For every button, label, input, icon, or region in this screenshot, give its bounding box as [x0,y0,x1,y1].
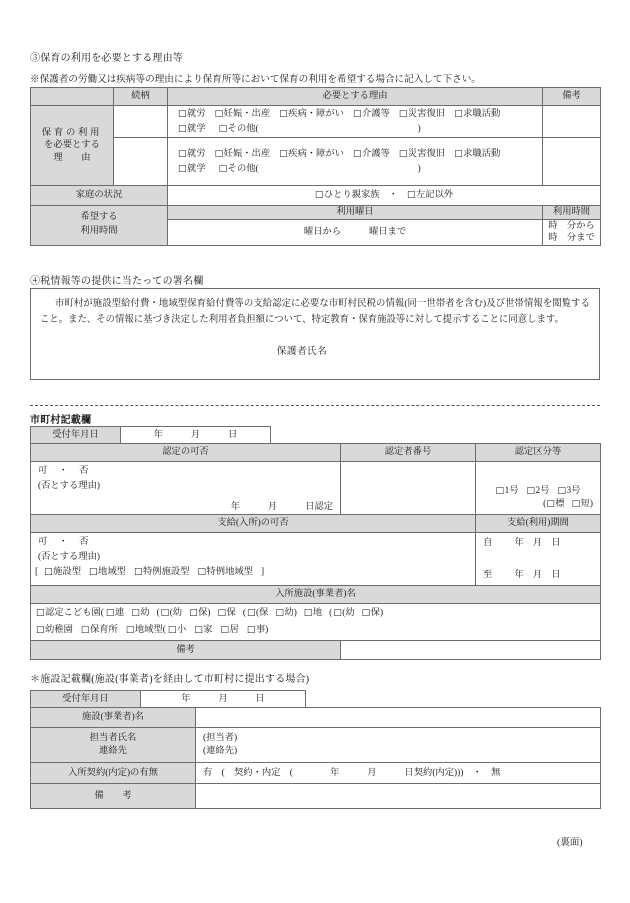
reason-row-person2 [31,138,601,186]
checkbox-ho-sub[interactable]: □ 保) [189,608,210,618]
facility-section-heading: ＊施設記載欄(施設(事業者)を経由して市町村に提出する場合) [30,674,310,685]
checkbox-special-regional-type[interactable]: □ 特例地域型 [197,567,253,577]
remarks-input-person2[interactable] [543,138,601,186]
checkbox-disaster-person1[interactable]: □ 災害復旧 [399,109,445,119]
reason-other-close-person1: ) [417,124,421,135]
checkbox-you-sub2[interactable]: □ 幼) [275,608,296,618]
payment-header: 支給(入所)の可否 [31,515,476,533]
family-status-options [168,186,601,206]
municipal-remarks-input[interactable] [341,641,601,660]
facility-receipt-value[interactable]: 年 月 日 [141,691,306,709]
municipal-receipt-row [31,427,271,445]
period-from-row [476,533,600,550]
checkbox-nursery[interactable]: □ 保育所 [81,625,118,635]
checkbox-home[interactable]: □ 家 [194,625,212,635]
facility-contact-value[interactable] [196,728,601,763]
checkbox-ho-sub3[interactable]: □ 保) [362,608,383,618]
desired-hours-header-row [31,206,601,220]
municipal-table [30,443,601,660]
facility-contact-label-line1: 担当者氏名 [89,733,137,744]
checkbox-other-person2[interactable]: □ その他( [219,164,259,174]
checkbox-other-family[interactable]: □ 左記以外 [407,190,453,200]
facility-row-contact [31,728,601,763]
category-options [476,485,600,499]
family-status-separator: ・ [388,190,398,201]
facility-contact-label-line2: 連絡先 [99,746,127,756]
reason-options-line2-person2 [168,162,542,178]
checkbox-short[interactable]: □ 短 [572,499,590,509]
facility-contact-label [31,728,196,763]
municipal-receipt-label: 受付年月日 [31,427,121,445]
desired-hours-label-line1: 希望する [80,212,118,223]
checkbox-special-facility-type[interactable]: □ 特例施設型 [134,567,190,577]
checkbox-ho[interactable]: □ 保 [218,608,236,618]
facility-name-label: 施設(事業者)名 [31,708,196,728]
certifier-no-header: 認定者番号 [341,444,476,462]
facility-name-header-row [31,586,601,604]
checkbox-you[interactable]: □ 幼 [131,608,149,618]
period-cell [476,533,601,586]
facility-receipt-label: 受付年月日 [31,691,141,709]
checkbox-ho-sub2[interactable]: □ (保 [247,608,268,618]
period-header: 支給(利用)期間 [476,515,601,533]
facility-contact-info: (連絡先) [203,746,238,756]
facility-table [30,707,601,809]
category-header: 認定区分等 [476,444,601,462]
checkbox-pregnancy-person2[interactable]: □ 妊娠・出産 [215,149,271,159]
checkbox-school-person1[interactable]: □ 就学 [178,124,206,134]
facility-row-remarks [31,784,601,809]
checkbox-you-sub3[interactable]: □ (幼 [333,608,354,618]
approval-date[interactable]: 年 月 日認定 [230,502,333,513]
desired-day-value[interactable]: 曜日から 曜日まで [168,219,543,245]
period-to-date[interactable]: 年 月 日 [514,569,561,580]
facility-options-line2 [31,622,600,639]
category-sub-close: ) [589,499,593,510]
family-status-label: 家庭の状況 [31,186,168,206]
municipal-receipt-value[interactable]: 年 月 日 [121,427,271,445]
checkbox-ren[interactable]: □ 連 [106,608,124,618]
section3-note: ※保護者の労働又は疾病等の理由により保育所等において保育の利用を希望する場合に記入して下さい。 [30,74,481,85]
period-from-date[interactable]: 年 月 日 [514,538,561,548]
checkbox-work-person2[interactable]: □ 就労 [178,149,206,159]
reason-options-line1-person2 [168,146,542,162]
page-footer: (裏面) [557,837,583,848]
checkbox-disaster-person2[interactable]: □ 災害復旧 [399,149,445,159]
checkbox-nursing-person2[interactable]: □ 介護等 [353,149,390,159]
facility-name-input[interactable] [196,708,601,728]
reason-header-blank [31,88,114,106]
period-to-row [476,550,600,582]
facility-contact-person: (担当者) [203,733,238,744]
checkbox-single-parent[interactable]: □ ひとり親家族 [315,190,380,200]
reason-row-label-line2: を必要とする [44,140,100,151]
section4-heading: ④税情報等の提供に当たっての署名欄 [30,276,204,287]
checkbox-work-person1[interactable]: □ 就労 [178,109,206,119]
checkbox-chi[interactable]: □ 地 [304,608,322,618]
category-cell [476,462,601,515]
desired-day-header: 利用曜日 [168,206,543,220]
reason-options-line2-person1 [168,122,542,138]
reason-table [30,87,623,246]
checkbox-business[interactable]: □ 事) [247,625,268,635]
approval-yes-no[interactable]: 可 ・ 否 [38,466,90,476]
family-status-row [31,186,601,206]
facility-remarks-label: 備 考 [31,784,196,809]
checkbox-jobhunt-person2[interactable]: □ 求職活動 [454,149,500,159]
desired-hours-label [31,206,168,246]
remarks-input-person1[interactable] [543,106,601,138]
payment-header-row [31,515,601,533]
section-divider [30,405,600,406]
facility-receipt-row [31,691,306,709]
payment-body-row [31,533,601,586]
approval-cell [31,462,341,515]
checkbox-you-sub[interactable]: □ (幼 [161,608,182,618]
section3-heading: ③保育の利用を必要とする理由等 [30,53,183,64]
reason-options-line1-person1 [168,106,542,122]
checkbox-facility-type[interactable]: □ 施設型 [44,567,81,577]
payment-yes-no[interactable]: 可 ・ 否 [38,537,90,547]
checkbox-regional[interactable]: □ 地域型( [126,625,166,635]
checkbox-residence[interactable]: □ 居 [221,625,239,635]
consent-text: 市町村が施設型給付費・地域型保育給付費等の支給認定に必要な市町村民税の情報(同一世帯者を含む)及び世帯情報を閲覧すること。また、その情報に基づき決定した利用者負担額について、特定教育・保育施設等に対して提示することに同意します。 [40,299,590,326]
approval-reason-label[interactable]: (否とする理由) [38,480,100,491]
period-to-label: 至 [483,569,493,580]
relation-input-person2[interactable] [114,138,168,186]
checkbox-illness-person2[interactable]: □ 疾病・障がい [279,149,344,159]
checkbox-kindergarten[interactable]: □ 幼稚園 [36,625,73,635]
payment-types-suffix: ] [260,567,265,578]
reason-header-relation: 続柄 [114,88,168,106]
checkbox-category-2[interactable]: □ 2号 [527,486,550,496]
desired-time-value[interactable]: 時 分から 時 分まで [543,219,601,245]
checkbox-nintei-kodomoen[interactable]: □ 認定こども園( [36,608,104,618]
facility-options-line1: □ 認定こども園( □ 連 □ 幼 ( □ (幼 □ 保) □ 保 ( □ (保 □ 幼) □ 地 ( □ (幼 □ 保) [31,605,600,622]
desired-time-header: 利用時間 [543,206,601,220]
municipal-remarks-label: 備考 [31,641,341,660]
checkbox-other-person1[interactable]: □ その他( [219,124,259,134]
checkbox-standard[interactable]: □ 標 [546,499,564,509]
payment-types-prefix: [ [35,567,39,578]
reason-row-label-line1: 保育の利用 [41,127,103,138]
checkbox-school-person2[interactable]: □ 就学 [178,164,206,174]
facility-name-header: 入所施設(事業者)名 [31,586,601,604]
approval-body-row [31,462,601,515]
facility-row-name [31,708,601,728]
reason-table-header-row [31,88,601,106]
reason-header-reason: 必要とする理由 [168,88,543,106]
checkbox-pregnancy-person1[interactable]: □ 妊娠・出産 [215,109,271,119]
consent-box [30,288,600,380]
category-sub-options [476,498,600,514]
reason-row-label [31,106,114,186]
reason-row-label-line3: 理 由 [53,152,91,163]
reason-cell-person1 [168,106,543,138]
checkbox-nursing-person1[interactable]: □ 介護等 [353,109,390,119]
checkbox-category-1[interactable]: □ 1号 [496,486,519,496]
certifier-no-input[interactable] [341,462,476,515]
reason-cell-person2 [168,138,543,186]
reason-other-close-person2: ) [417,164,421,175]
facility-options-row [31,604,601,641]
desired-hours-label-line2: 利用時間 [80,226,118,237]
reason-row-person1 [31,106,601,138]
approval-header: 認定の可否 [31,444,341,462]
facility-remarks-input[interactable] [196,784,601,809]
municipal-remarks-row [31,641,601,660]
checkbox-regional-type[interactable]: □ 地域型 [89,567,126,577]
reason-header-remarks: 備考 [543,88,601,106]
checkbox-illness-person1[interactable]: □ 疾病・障がい [279,109,344,119]
facility-contract-label: 入所契約(内定)の有無 [31,763,196,784]
approval-header-row [31,444,601,462]
checkbox-jobhunt-person1[interactable]: □ 求職活動 [454,109,500,119]
facility-options-cell [31,604,601,641]
payment-cell [31,533,476,586]
municipal-heading: 市町村記載欄 [30,415,92,426]
checkbox-small[interactable]: □ 小 [168,625,186,635]
guardian-signature-label[interactable]: 保護者氏名 [276,345,328,357]
facility-contract-value[interactable]: 有 ( 契約・内定 ( 年 月 日契約(内定))) ・ 無 [196,763,601,784]
category-sub-open: ( [543,499,547,510]
payment-type-options [31,563,475,579]
relation-input-person1[interactable] [114,106,168,138]
period-from-label: 自 [483,538,493,548]
checkbox-category-3[interactable]: □ 3号 [557,486,580,496]
payment-reason-label[interactable]: (否とする理由) [38,551,100,562]
facility-row-contract [31,763,601,784]
